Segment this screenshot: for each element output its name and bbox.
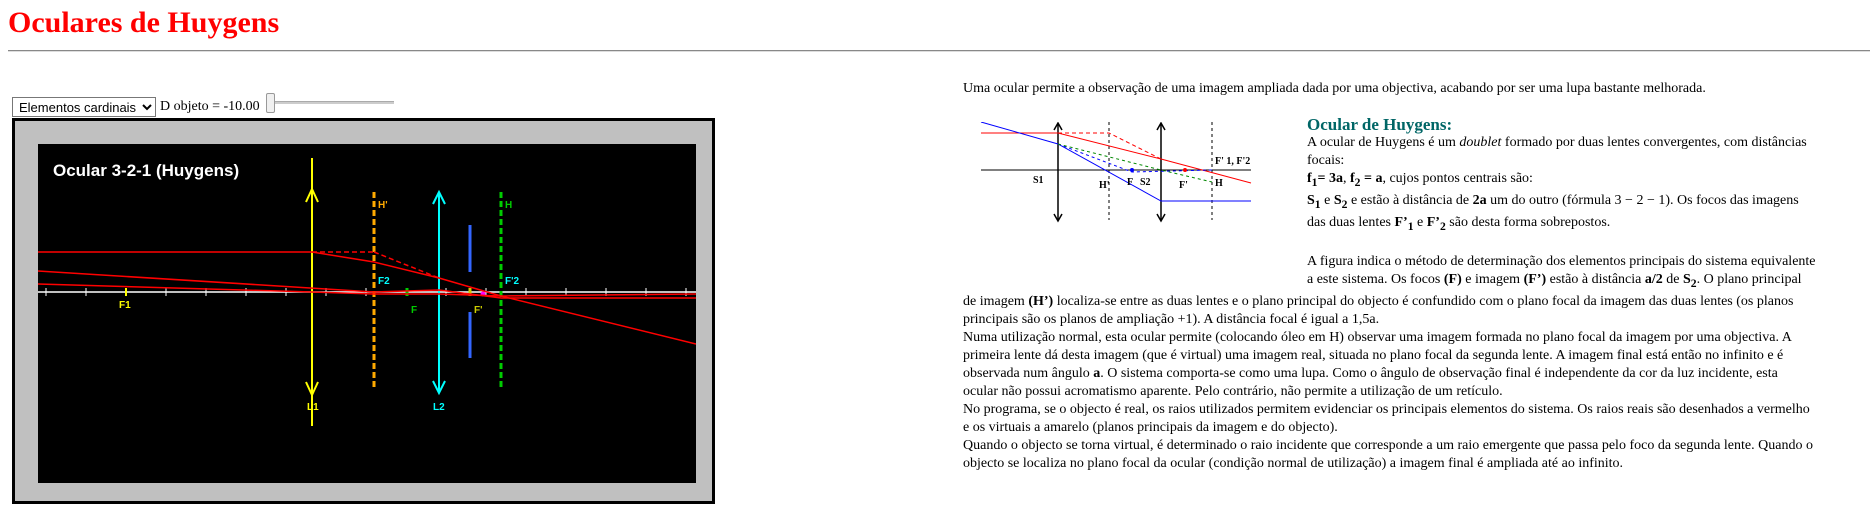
two-a-term: 2a bbox=[1472, 192, 1487, 208]
page-title: Oculares de Huygens bbox=[8, 6, 280, 39]
intro-text: Uma ocular permite a observação de uma imagem ampliada dada por uma objectiva, acabando por ser uma lupa bastante melhorada. bbox=[963, 81, 1706, 96]
f-label: F bbox=[411, 305, 418, 316]
d-objeto-label: D objeto = -10.00 bbox=[160, 99, 260, 114]
diagram-spacer bbox=[963, 114, 1307, 274]
diagram-s1-label: S1 bbox=[1033, 175, 1044, 186]
diagram-f-prime-label: F' bbox=[1179, 180, 1188, 191]
slider-track bbox=[266, 101, 394, 104]
l2-label: L2 bbox=[433, 402, 445, 413]
l1-label: L1 bbox=[307, 402, 319, 413]
f2-label: F2 bbox=[378, 276, 390, 287]
fp1-term: $F’_1$ bbox=[1394, 214, 1414, 233]
controls-bar bbox=[12, 97, 394, 117]
f2-formula: $f_2 = a$ bbox=[1349, 171, 1383, 189]
paragraph-program: No programa, se o objecto é real, os raios utilizados permitem evidenciar os principais elementos do sistema. Os raios reais são desenhados a vermelho e os virtuais a amarelo (planos principais da imagem e do objecto). bbox=[963, 402, 1810, 436]
paragraph-centers: $S_1$ e $S_2$ e estão à distância de 2a um do outro (fórmula 3 − 2 − 1). Os focos das imagens das duas lentes $F’_1$ e $F’_2$ são desta forma sobrepostos. bbox=[1307, 192, 1799, 233]
paragraph-focal-lengths: $f_1= 3a$, $f_2 = a$, cujos pontos centrais são: bbox=[1307, 171, 1533, 189]
h-prime-label: H' bbox=[378, 200, 388, 211]
doublet-term: doublet bbox=[1459, 135, 1502, 150]
diagram-f1f2-label: F' 1, F'2 bbox=[1215, 156, 1251, 167]
diagram-f-label: F bbox=[1127, 177, 1134, 188]
f2-prime-label: F'2 bbox=[505, 276, 520, 287]
article bbox=[963, 114, 1816, 473]
h-label: H bbox=[505, 200, 513, 211]
s1-term: $S_1$ bbox=[1307, 192, 1321, 211]
paragraph-virtual: Quando o objecto se torna virtual, é determinado o raio incidente que corresponde a um raio emergente que passa pelo foco da segunda lente. Quando o objecto se localiza no plano focal da ocular (condição normal de utilização) a imagem final é ampliada até ao infinito. bbox=[963, 438, 1813, 472]
ray-lower bbox=[38, 284, 696, 296]
paragraph-usage: Numa utilização normal, esta ocular permite (colocando óleo em H) observar uma imagem formada no plano focal da imagem por uma objectiva. A primeira lente dá desta imagem (que é virtual) uma imagem real, situada no plano focal da segunda lente. A imagem final está então no infinito e é observada num ângulo a. O sistema comporta-se como uma lupa. Como o ângulo de observação final é independente da cor da luz incidente, esta ocular não possui acromatismo aparente. Pelo contrário, não permite a utilização de um retículo. bbox=[963, 330, 1792, 400]
diagram-s2-label: S2 bbox=[1140, 177, 1151, 188]
f-prime-label: F' bbox=[474, 305, 483, 316]
slider-thumb[interactable] bbox=[266, 93, 275, 113]
paragraph-doublet: A ocular de Huygens é um doublet formado por duas lentes convergentes, com distâncias focais: bbox=[1307, 135, 1807, 168]
d-objeto-slider[interactable] bbox=[266, 97, 394, 117]
diagram-h-label: H bbox=[1215, 178, 1223, 189]
mode-select[interactable] bbox=[12, 97, 156, 117]
f1-formula: $f_1= 3a$ bbox=[1307, 171, 1343, 189]
applet-title: Ocular 3-2-1 (Huygens) bbox=[53, 161, 240, 180]
diagram-h-prime-label: H' bbox=[1099, 180, 1110, 191]
paragraph-figure: A figura indica o método de determinação dos elementos principais do sistema equivalente a este sistema. Os focos (F) e imagem (F’) estão à distância a/2 de $S_2$. O plano principal de imagem (H’) localiza-se entre as duas lentes e o plano principal do objecto é confundido com o plano focal da imagem das duas lentes (os planos principais são os planos de ampliação +1). A distância focal é igual a 1,5a. bbox=[963, 254, 1816, 328]
optics-canvas[interactable] bbox=[38, 144, 696, 483]
fp2-term: $F’_2$ bbox=[1426, 214, 1446, 233]
title-divider bbox=[8, 50, 1870, 52]
applet-frame bbox=[12, 118, 715, 504]
section-heading: Ocular de Huygens: bbox=[1307, 115, 1453, 134]
rays bbox=[38, 252, 696, 344]
s2-term: $S_2$ bbox=[1333, 192, 1348, 211]
f1-label: F1 bbox=[119, 300, 131, 311]
